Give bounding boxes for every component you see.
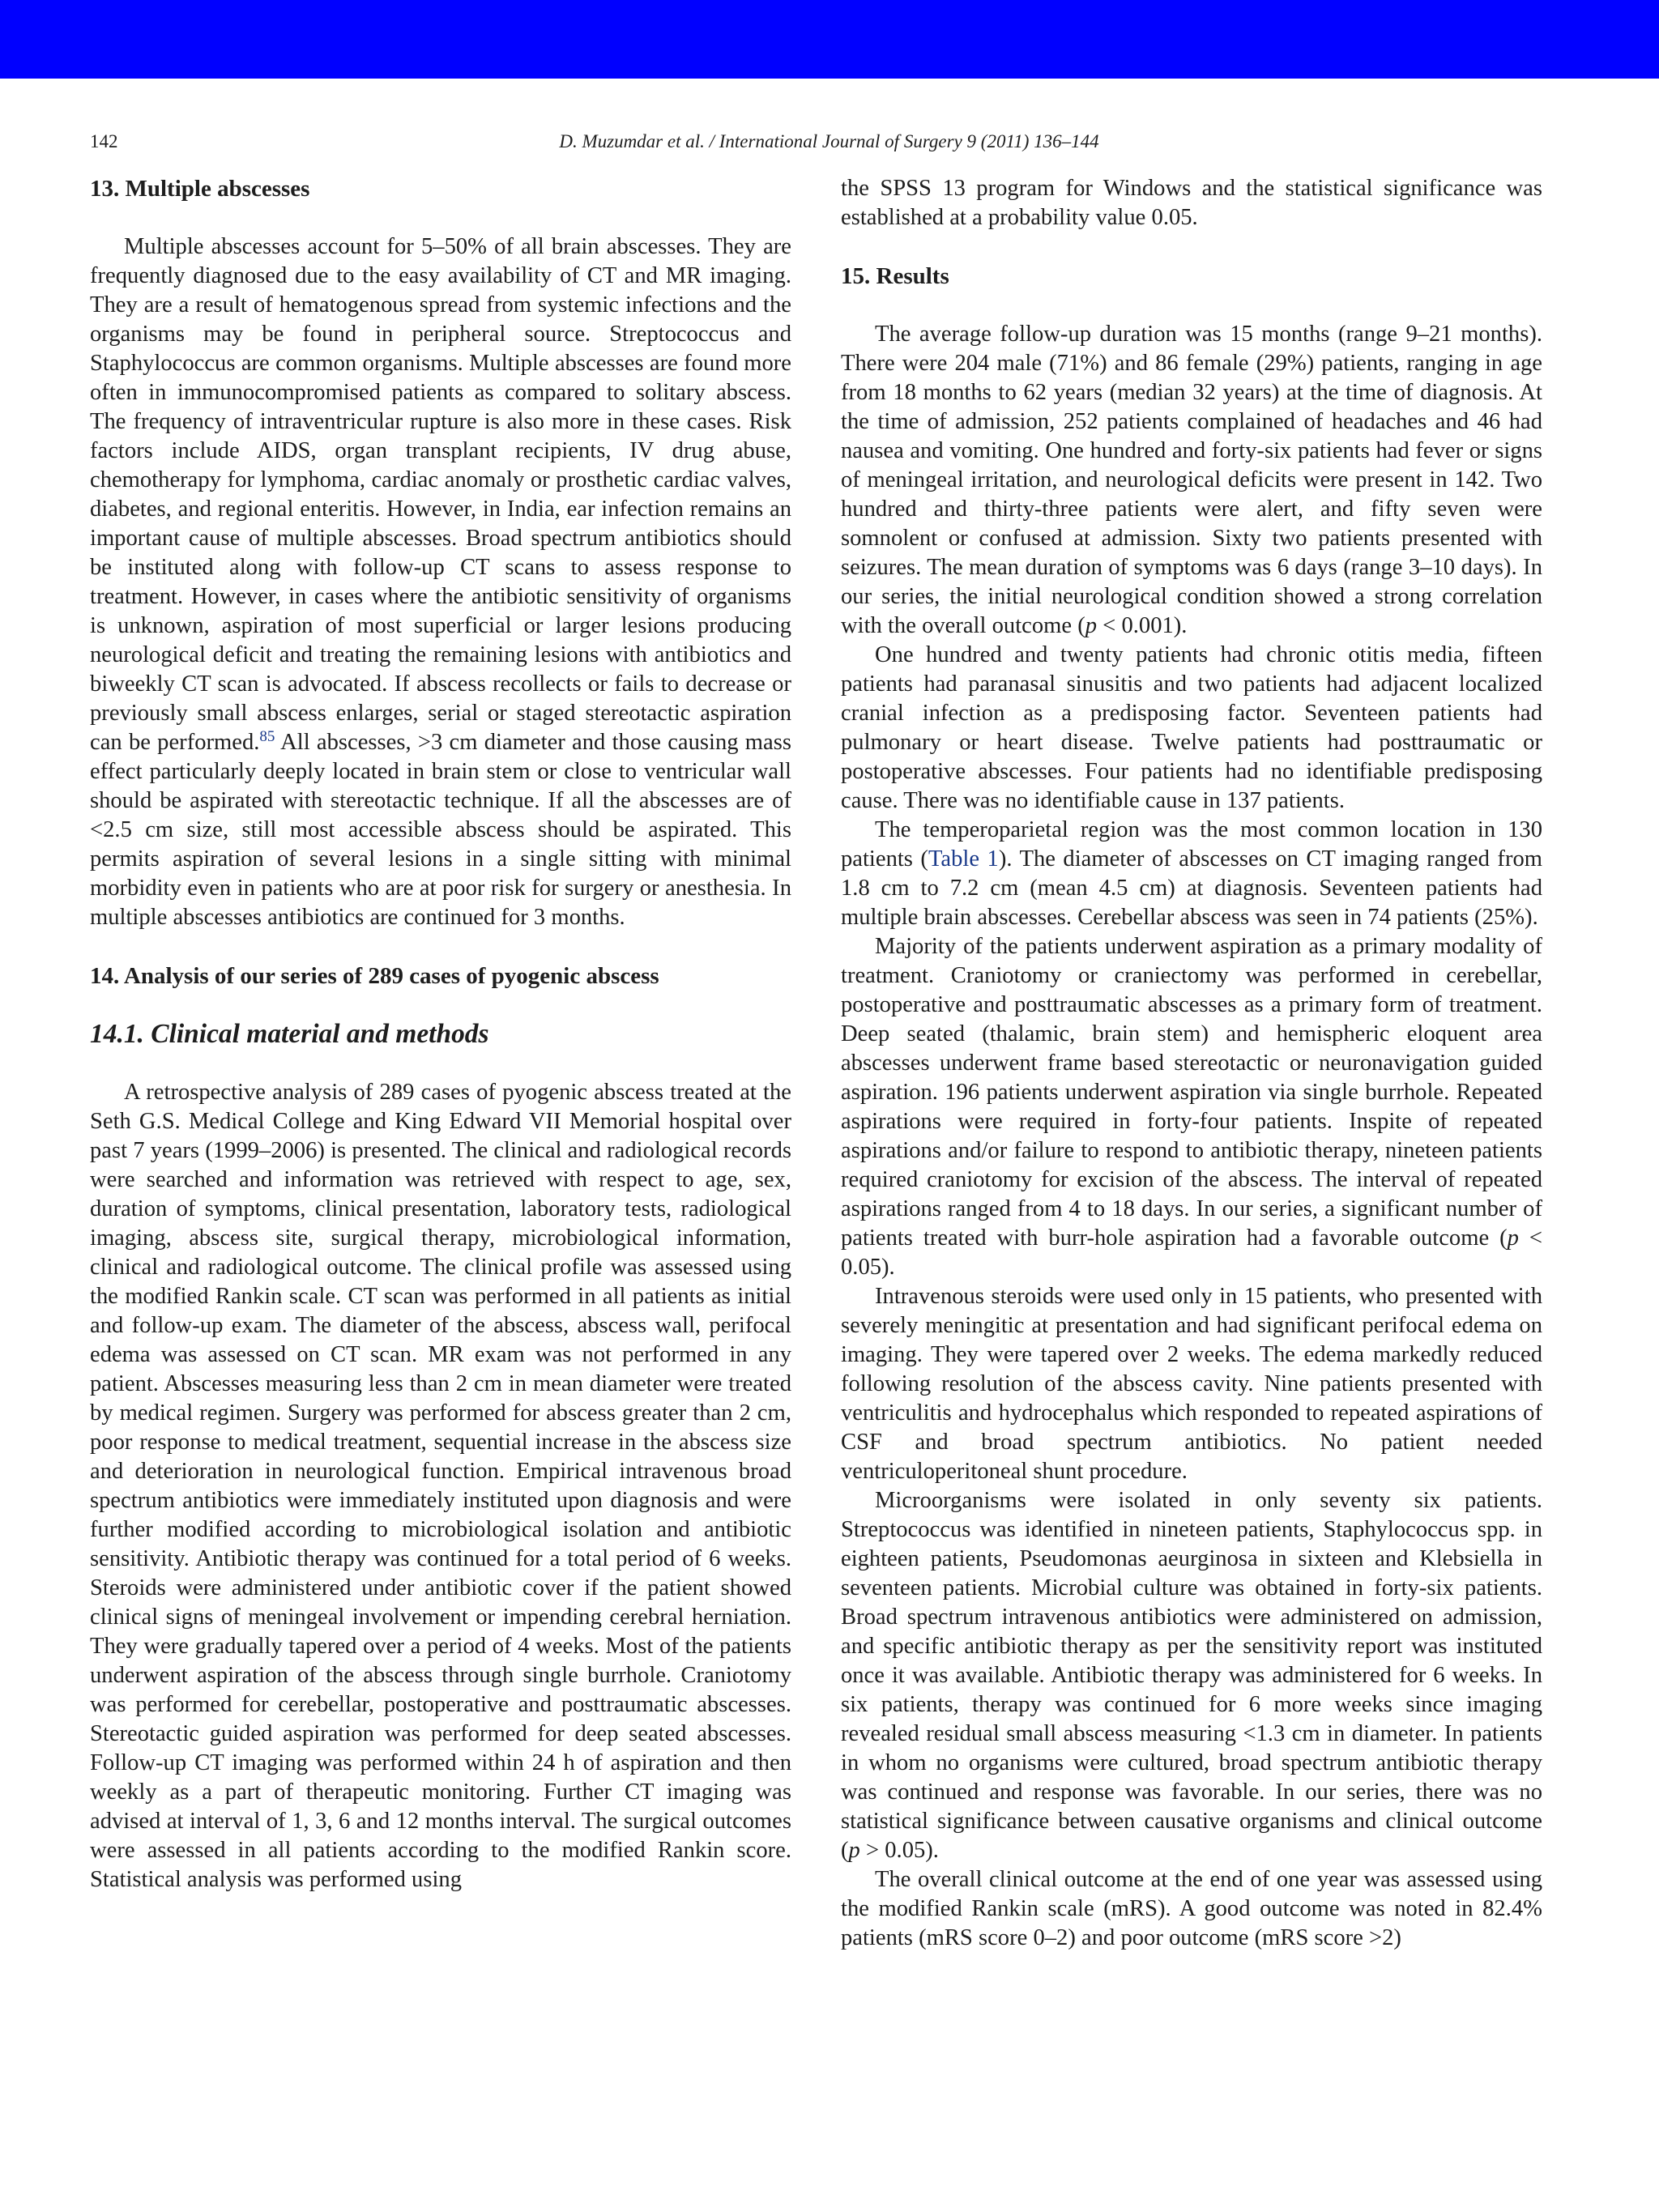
paragraph-text: < 0.001). xyxy=(1097,613,1188,638)
left-column xyxy=(90,174,791,1894)
results-paragraph-3 xyxy=(841,816,1542,932)
methods-continued-paragraph: the SPSS 13 program for Windows and the statistical significance was established at a probability value 0.05. xyxy=(841,176,1542,230)
results-paragraph-5: Intravenous steroids were used only in 15 patients, who presented with severely meningitic at presentation and had significant perifocal edema on imaging. They were tapered over 2 weeks. The edema markedly reduced following resolution of the abscess cavity. Nine patients presented with ventriculitis and hydrocephalus which responded to repeated aspirations of CSF and broad spectrum antibiotics. No patient needed ventriculoperitoneal shunt procedure. xyxy=(841,1284,1542,1484)
paragraph-text: Multiple abscesses account for 5–50% of all brain abscesses. They are frequently diagnosed due to the easy availability of CT and MR imaging. They are a result of hematogenous spread from systemic infections and the organisms may be found in peripheral source. Streptococcus and Staphylococcus are common organisms. Multiple abscesses are found more often in immunocompromised patients as compared to solitary abscess. The frequency of intraventricular rupture is also more in these cases. Risk factors include AIDS, organ transplant recipients, IV drug abuse, chemotherapy for lymphoma, cardiac anomaly or prosthetic cardiac valves, diabetes, and regional enteritis. However, in India, ear infection remains an important cause of multiple abscesses. Broad spectrum antibiotics should be instituted along with follow-up CT scans to assess response to treatment. However, in cases where the antibiotic sensitivity of organisms is unknown, aspiration of most superficial or larger lesions producing neurological deficit and treating the remaining lesions with antibiotics and biweekly CT scan is advocated. If abscess recollects or fails to decrease or previously small abscess enlarges, serial or staged stereotactic aspiration can be performed. xyxy=(90,234,791,755)
paragraph-text: ). The diameter of abscesses on CT imaging ranged from 1.8 cm to 7.2 cm (mean 4.5 cm) at diagnosis. Seventeen patients had multiple brain abscesses. Cerebellar abscess was seen in 74 patients (25%). xyxy=(841,846,1542,930)
paragraph-text: All abscesses, >3 cm diameter and those causing mass effect particularly deeply located in brain stem or close to ventricular wall should be aspirated with stereotactic technique. If all the abscesses are of <2.5 cm size, still most accessible abscess should be aspirated. This permits aspiration of several lesions in a single sitting with minimal morbidity even in patients who are at poor risk for surgery or anesthesia. In multiple abscesses antibiotics are continued for 3 months. xyxy=(90,730,791,930)
results-paragraph-6 xyxy=(841,1486,1542,1865)
paragraph-text: Majority of the patients underwent aspiration as a primary modality of treatment. Craniotomy or craniectomy was performed in cerebellar, postoperative and posttraumatic abscesses as a primary form of treatment. Deep seated (thalamic, brain stem) and hemispheric eloquent area abscesses underwent frame based stereotactic or neuronavigation guided aspiration. 196 patients underwent aspiration via single burrhole. Repeated aspirations were required in forty-four patients. Inspite of repeated aspirations and/or failure to respond to antibiotic therapy, nineteen patients required craniotomy for excision of the abscess. The interval of repeated aspirations ranged from 4 to 18 days. In our series, a significant number of patients treated with burr-hole aspiration had a favorable outcome ( xyxy=(841,934,1542,1251)
results-paragraph-7: The overall clinical outcome at the end of one year was assessed using the modified Rankin scale (mRS). A good outcome was noted in 82.4% patients (mRS score 0–2) and poor outcome (mRS score >2) xyxy=(841,1867,1542,1950)
top-color-bar xyxy=(0,0,1659,79)
reference-85-link[interactable]: 85 xyxy=(259,728,275,745)
paragraph-text: The average follow-up duration was 15 months (range 9–21 months). There were 204 male (71%) and 86 female (29%) patients, ranging in age from 18 months to 62 years (median 32 years) at the time of diagnosis. At the time of admission, 252 patients complained of headaches and 46 had nausea and vomiting. One hundred and forty-six patients had fever or signs of meningeal irritation, and neurological deficits were present in 142. Two hundred and thirty-three patients were alert, and fifty seven were somnolent or confused at admission. Sixty two patients presented with seizures. The mean duration of symptoms was 6 days (range 3–10 days). In our series, the initial neurological condition showed a strong correlation with the overall outcome ( xyxy=(841,322,1542,638)
p-symbol: p xyxy=(1507,1225,1519,1251)
paragraph-text: > 0.05). xyxy=(859,1838,939,1863)
running-head xyxy=(90,130,1568,154)
journal-citation: D. Muzumdar et al. / International Journal of Surgery 9 (2011) 136–144 xyxy=(559,131,1099,151)
section-14-1-paragraph: A retrospective analysis of 289 cases of pyogenic abscess treated at the Seth G.S. Medical College and King Edward VII Memorial hospital over past 7 years (1999–2006) is presented. The clinical and radiological records were searched and information was retrieved with respect to age, sex, duration of symptoms, clinical presentation, laboratory tests, radiological imaging, abscess site, surgical therapy, microbiological information, clinical and radiological outcome. The clinical profile was assessed using the modified Rankin scale. CT scan was performed in all patients as initial and follow-up exam. The diameter of the abscess, abscess wall, perifocal edema was assessed on CT scan. MR exam was not performed in any patient. Abscesses measuring less than 2 cm in mean diameter were treated by medical regimen. Surgery was performed for abscess greater than 2 cm, poor response to medical treatment, sequential increase in the abscess size and deterioration in neurological function. Empirical intravenous broad spectrum antibiotics were immediately instituted upon diagnosis and were further modified according to microbiological isolation and antibiotic sensitivity. Antibiotic therapy was continued for a total period of 6 weeks. Steroids were administered under antibiotic cover if the patient showed clinical signs of meningeal involvement or impending cerebral herniation. They were gradually tapered over a period of 4 weeks. Most of the patients underwent aspiration of the abscess through single burrhole. Craniotomy was performed for cerebellar, postoperative and posttraumatic abscesses. Stereotactic guided aspiration was performed for deep seated abscesses. Follow-up CT imaging was performed within 24 h of aspiration and then weekly as a part of therapeutic monitoring. Further CT imaging was advised at interval of 1, 3, 6 and 12 months interval. The surgical outcomes were assessed in all patients according to the modified Rankin score. Statistical analysis was performed using xyxy=(90,1080,791,1892)
section-13-heading: 13. Multiple abscesses xyxy=(90,176,310,202)
page-number: 142 xyxy=(90,131,118,151)
section-15-heading: 15. Results xyxy=(841,263,949,289)
p-symbol: p xyxy=(848,1838,860,1863)
table-1-link[interactable]: Table 1 xyxy=(928,846,999,872)
paragraph-text: Microorganisms were isolated in only seventy six patients. Streptococcus was identified in nineteen patients, Staphylococcus spp. in eighteen patients, Pseudomonas aeurginosa in sixteen and Klebsiella in seventeen patients. Microbial culture was obtained in forty-six patients. Broad spectrum intravenous antibiotics were administered on admission, and specific antibiotic therapy as per the sensitivity report was instituted once it was available. Antibiotic therapy was administered for 6 weeks. In six patients, therapy was continued for 6 more weeks since imaging revealed residual small abscess measuring <1.3 cm in diameter. In patients in whom no organisms were cultured, broad spectrum antibiotic therapy was continued and response was favorable. In our series, there was no statistical significance between causative organisms and clinical outcome ( xyxy=(841,1488,1542,1863)
section-14-1-heading: 14.1. Clinical material and methods xyxy=(90,1019,489,1049)
right-column xyxy=(841,174,1542,1953)
results-paragraph-2: One hundred and twenty patients had chronic otitis media, fifteen patients had paranasal sinusitis and two patients had adjacent localized cranial infection as a predisposing factor. Seventeen patients had pulmonary or heart disease. Twelve patients had posttraumatic or postoperative abscesses. Four patients had no identifiable predisposing cause. There was no identifiable cause in 137 patients. xyxy=(841,642,1542,813)
results-paragraph-4 xyxy=(841,932,1542,1282)
section-14-heading: 14. Analysis of our series of 289 cases of pyogenic abscess xyxy=(90,963,659,989)
results-paragraph-1 xyxy=(841,320,1542,641)
paragraph-text: The temperoparietal region was the most common location in 130 patients ( xyxy=(841,817,1542,872)
section-13-paragraph xyxy=(90,232,791,932)
p-symbol: p xyxy=(1085,613,1098,638)
paragraph-text: < 0.05). xyxy=(841,1225,1543,1280)
